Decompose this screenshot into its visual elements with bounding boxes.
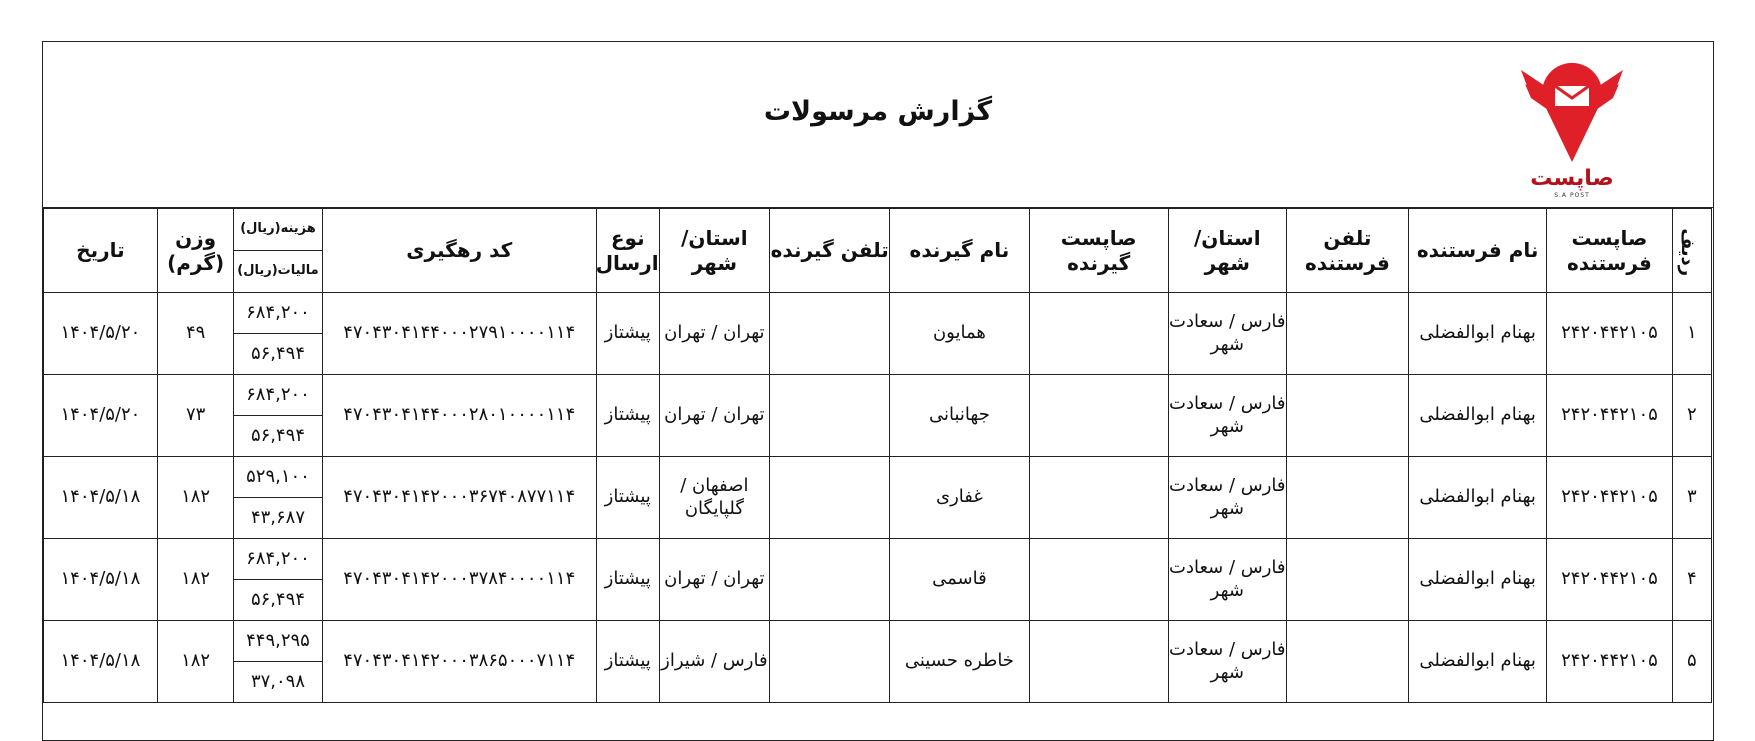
date-value: ۱۴۰۴/۵/۱۸ [44, 539, 158, 621]
row-number: ۲ [1672, 375, 1711, 457]
header-receiver-sapost: صاپست گیرنده [1029, 209, 1168, 293]
receiver-phone [770, 457, 890, 539]
receiver-sapost [1029, 621, 1168, 703]
table-row [44, 539, 1712, 580]
send-type: پیشتاز [596, 457, 659, 539]
weight-value: ۱۸۲ [157, 457, 234, 539]
receiver-sapost [1029, 293, 1168, 375]
weight-value: ۱۸۲ [157, 539, 234, 621]
sender-city: فارس / سعادت شهر [1168, 293, 1286, 375]
date-value: ۱۴۰۴/۵/۱۸ [44, 621, 158, 703]
send-type: پیشتاز [596, 375, 659, 457]
sender-phone [1286, 457, 1408, 539]
sender-city: فارس / سعادت شهر [1168, 375, 1286, 457]
receiver-city: تهران / تهران [659, 539, 770, 621]
send-type: پیشتاز [596, 293, 659, 375]
weight-value: ۱۸۲ [157, 621, 234, 703]
header-weight: وزن (گرم) [157, 209, 234, 293]
cost-value: ۵۲۹,۱۰۰ [234, 457, 322, 498]
cost-value: ۶۸۴,۲۰۰ [234, 293, 322, 334]
table-row [44, 293, 1712, 334]
weight-value: ۴۹ [157, 293, 234, 375]
send-type: پیشتاز [596, 621, 659, 703]
sender-sapost: ۲۴۲۰۴۴۲۱۰۵ [1547, 293, 1672, 375]
report-sheet [42, 41, 1714, 741]
tax-value: ۵۶,۴۹۴ [234, 416, 322, 457]
tracking-code: ۴۷۰۴۳۰۴۱۴۴۰۰۰۲۸۰۱۰۰۰۰۱۱۴ [322, 375, 596, 457]
cost-value: ۴۴۹,۲۹۵ [234, 621, 322, 662]
sender-phone [1286, 621, 1408, 703]
receiver-city: اصفهان / گلپایگان [659, 457, 770, 539]
date-value: ۱۴۰۴/۵/۲۰ [44, 293, 158, 375]
sender-city: فارس / سعادت شهر [1168, 539, 1286, 621]
row-number: ۳ [1672, 457, 1711, 539]
header-receiver-city: استان/ شهر [659, 209, 770, 293]
sender-phone [1286, 539, 1408, 621]
cost-value: ۶۸۴,۲۰۰ [234, 539, 322, 580]
receiver-phone [770, 293, 890, 375]
cost-value: ۶۸۴,۲۰۰ [234, 375, 322, 416]
shipments-table [43, 208, 1712, 703]
header-receiver-phone: تلفن گیرنده [770, 209, 890, 293]
header-tax: مالیات(ریال) [234, 251, 322, 293]
weight-value: ۷۳ [157, 375, 234, 457]
header-sender-sapost: صاپست فرستنده [1547, 209, 1672, 293]
report-header [43, 42, 1713, 208]
sender-name: بهنام ابوالفضلی [1409, 375, 1547, 457]
header-sender-name: نام فرستنده [1409, 209, 1547, 293]
date-value: ۱۴۰۴/۵/۲۰ [44, 375, 158, 457]
receiver-phone [770, 539, 890, 621]
tracking-code: ۴۷۰۴۳۰۴۱۴۴۰۰۰۲۷۹۱۰۰۰۰۱۱۴ [322, 293, 596, 375]
date-value: ۱۴۰۴/۵/۱۸ [44, 457, 158, 539]
tracking-code: ۴۷۰۴۳۰۴۱۴۲۰۰۰۳۸۶۵۰۰۰۷۱۱۴ [322, 621, 596, 703]
receiver-name: قاسمی [890, 539, 1029, 621]
logo-brand-text: صاپست [1530, 166, 1614, 191]
tax-value: ۵۶,۴۹۴ [234, 334, 322, 375]
sapost-logo [1517, 60, 1627, 200]
receiver-phone [770, 621, 890, 703]
header-tracking-code: کد رهگیری [322, 209, 596, 293]
header-date: تاریخ [44, 209, 158, 293]
header-send-type: نوع ارسال [596, 209, 659, 293]
sender-sapost: ۲۴۲۰۴۴۲۱۰۵ [1547, 375, 1672, 457]
send-type: پیشتاز [596, 539, 659, 621]
row-number: ۱ [1672, 293, 1711, 375]
row-number: ۴ [1672, 539, 1711, 621]
receiver-city: فارس / شیراز [659, 621, 770, 703]
header-sender-city: استان/ شهر [1168, 209, 1286, 293]
receiver-name: همایون [890, 293, 1029, 375]
sender-phone [1286, 293, 1408, 375]
header-receiver-name: نام گیرنده [890, 209, 1029, 293]
header-cost: هزینه(ریال) [234, 209, 322, 251]
receiver-name: جهانبانی [890, 375, 1029, 457]
sender-name: بهنام ابوالفضلی [1409, 293, 1547, 375]
page-title: گزارش مرسولات [763, 96, 993, 127]
tax-value: ۴۳,۶۸۷ [234, 498, 322, 539]
sender-sapost: ۲۴۲۰۴۴۲۱۰۵ [1547, 457, 1672, 539]
sender-city: فارس / سعادت شهر [1168, 621, 1286, 703]
tracking-code: ۴۷۰۴۳۰۴۱۴۲۰۰۰۳۷۸۴۰۰۰۰۱۱۴ [322, 539, 596, 621]
header-sender-phone: تلفن فرستنده [1286, 209, 1408, 293]
sender-sapost: ۲۴۲۰۴۴۲۱۰۵ [1547, 621, 1672, 703]
header-row-number: ردیف [1672, 209, 1711, 293]
winged-pin-icon [1517, 60, 1627, 164]
sender-sapost: ۲۴۲۰۴۴۲۱۰۵ [1547, 539, 1672, 621]
receiver-city: تهران / تهران [659, 375, 770, 457]
receiver-name: غفاری [890, 457, 1029, 539]
tracking-code: ۴۷۰۴۳۰۴۱۴۲۰۰۰۳۶۷۴۰۸۷۷۱۱۴ [322, 457, 596, 539]
receiver-name: خاطره حسینی [890, 621, 1029, 703]
receiver-sapost [1029, 457, 1168, 539]
sender-name: بهنام ابوالفضلی [1409, 539, 1547, 621]
table-row [44, 457, 1712, 498]
sender-phone [1286, 375, 1408, 457]
receiver-city: تهران / تهران [659, 293, 770, 375]
table-row [44, 375, 1712, 416]
logo-sub-text: S.A POST [1554, 192, 1590, 199]
receiver-sapost [1029, 375, 1168, 457]
sender-name: بهنام ابوالفضلی [1409, 457, 1547, 539]
sender-city: فارس / سعادت شهر [1168, 457, 1286, 539]
receiver-phone [770, 375, 890, 457]
row-number: ۵ [1672, 621, 1711, 703]
receiver-sapost [1029, 539, 1168, 621]
sender-name: بهنام ابوالفضلی [1409, 621, 1547, 703]
tax-value: ۵۶,۴۹۴ [234, 580, 322, 621]
tax-value: ۳۷,۰۹۸ [234, 662, 322, 703]
table-row [44, 621, 1712, 662]
